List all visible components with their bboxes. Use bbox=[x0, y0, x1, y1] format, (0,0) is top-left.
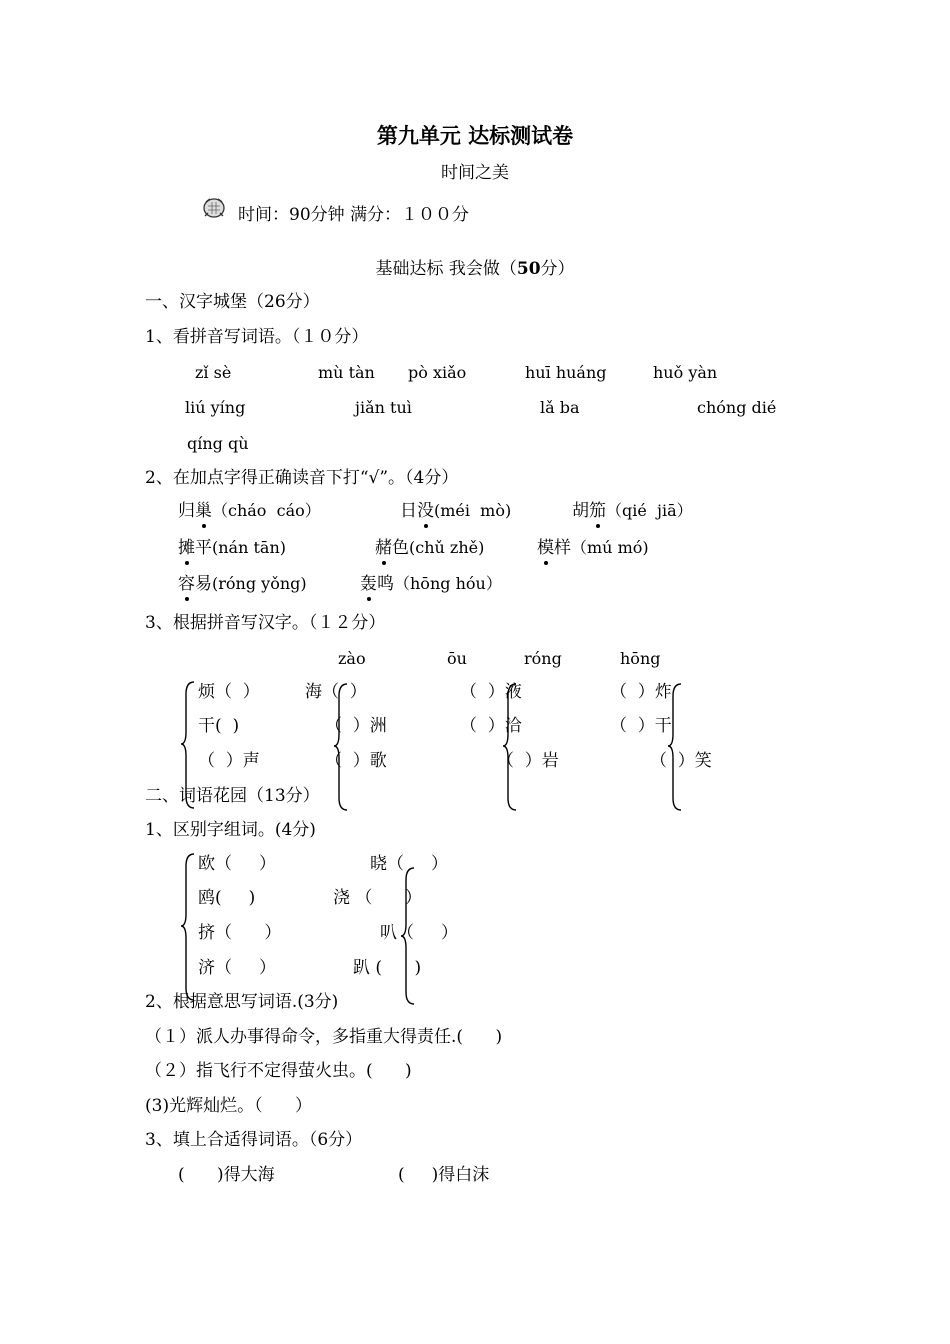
definition-item: （１）派人办事得命令，多指重大得责任.( ) bbox=[145, 1027, 503, 1047]
reading-item: 胡笳（qié jiā） bbox=[572, 501, 693, 521]
fill-item: （ ）笑 bbox=[650, 751, 712, 771]
reading-item: 容易(róng yǒng) bbox=[178, 574, 307, 594]
p2q1-heading: 1、区别字组词。(4分) bbox=[145, 820, 316, 840]
fill-item: （ ）歌 bbox=[325, 751, 387, 771]
word-item: 济（ ） bbox=[198, 958, 277, 978]
fill-phrase: ( )得大海 bbox=[178, 1165, 275, 1185]
pinyin-word: huǒ yàn bbox=[653, 363, 718, 382]
word-item: 浇 （ ） bbox=[333, 888, 422, 908]
part2-heading: 二、词语花园（13分） bbox=[145, 786, 320, 806]
pinyin-word: jiǎn tuì bbox=[355, 398, 412, 417]
brace-icon bbox=[400, 866, 416, 1006]
fill-item: （ ）炸 bbox=[610, 682, 672, 702]
reading-item: 模样（mú mó) bbox=[537, 538, 649, 558]
fill-item: 海（ ） bbox=[305, 682, 367, 702]
page-subtitle: 时间之美 bbox=[441, 163, 509, 183]
q1-heading: 1、看拼音写词语。（１０分） bbox=[145, 327, 369, 347]
pinyin-word: pò xiǎo bbox=[408, 363, 467, 382]
pinyin-word: mù tàn bbox=[318, 363, 375, 382]
clock-icon bbox=[200, 196, 230, 220]
pinyin-word: lǎ ba bbox=[540, 398, 580, 417]
time-info: 时间：90分钟 满分：１００分 bbox=[238, 205, 470, 225]
fill-phrase: ( )得白沫 bbox=[398, 1165, 490, 1185]
p2q3-heading: 3、填上合适得词语。（6分） bbox=[145, 1130, 363, 1150]
definition-item: （２）指飞行不定得萤火虫。( ) bbox=[145, 1061, 412, 1081]
fill-item: 烦（ ） bbox=[198, 682, 260, 702]
q3-pinyin: hōng bbox=[620, 649, 661, 668]
page-title: 第九单元 达标测试卷 bbox=[376, 123, 574, 148]
q3-heading: 3、根据拼音写汉字。（１２分） bbox=[145, 613, 386, 633]
fill-item: （ ）岩 bbox=[497, 751, 559, 771]
part1-heading: 一、汉字城堡（26分） bbox=[145, 292, 320, 312]
reading-item: 日没(méi mò) bbox=[400, 501, 512, 521]
fill-item: 干( ) bbox=[198, 716, 240, 736]
brace-icon bbox=[667, 682, 683, 812]
fill-item: （ ）干 bbox=[610, 716, 672, 736]
reading-item: 赭色(chǔ zhě) bbox=[375, 538, 485, 558]
reading-item: 归巢（cháo cáo） bbox=[178, 501, 321, 521]
pinyin-word: zǐ sè bbox=[195, 363, 232, 382]
brace-icon bbox=[333, 682, 349, 812]
reading-item: 轰鸣（hōng hóu） bbox=[360, 574, 502, 594]
fill-item: （ ）液 bbox=[460, 682, 522, 702]
word-item: 叭（ ） bbox=[380, 923, 459, 943]
brace-icon bbox=[502, 682, 518, 812]
q2-heading: 2、在加点字得正确读音下打“√”。（4分） bbox=[145, 468, 459, 488]
fill-item: （ ）声 bbox=[198, 751, 260, 771]
pinyin-word: chóng dié bbox=[697, 398, 777, 417]
q3-pinyin: róng bbox=[524, 649, 562, 668]
fill-item: （ ）洽 bbox=[460, 716, 522, 736]
q3-pinyin: zào bbox=[338, 649, 366, 668]
reading-item: 摊平(nán tān) bbox=[178, 538, 286, 558]
word-item: 挤（ ） bbox=[198, 923, 282, 943]
word-item: 趴 ( ) bbox=[353, 958, 422, 978]
definition-item: (3)光辉灿烂。（ ） bbox=[145, 1096, 313, 1116]
section-heading: 基础达标 我会做（50分） bbox=[375, 259, 575, 279]
pinyin-word: huī huáng bbox=[525, 363, 607, 382]
word-item: 欧（ ） bbox=[198, 854, 277, 874]
word-item: 鸥( ) bbox=[198, 888, 256, 908]
brace-icon bbox=[180, 852, 196, 1002]
pinyin-word: liú yíng bbox=[185, 398, 246, 417]
fill-item: （ ）洲 bbox=[325, 716, 387, 736]
p2q2-heading: 2、根据意思写词语.(3分) bbox=[145, 992, 339, 1012]
pinyin-word: qíng qù bbox=[187, 434, 249, 453]
q3-pinyin: ōu bbox=[447, 649, 467, 668]
word-item: 晓（ ） bbox=[370, 854, 449, 874]
